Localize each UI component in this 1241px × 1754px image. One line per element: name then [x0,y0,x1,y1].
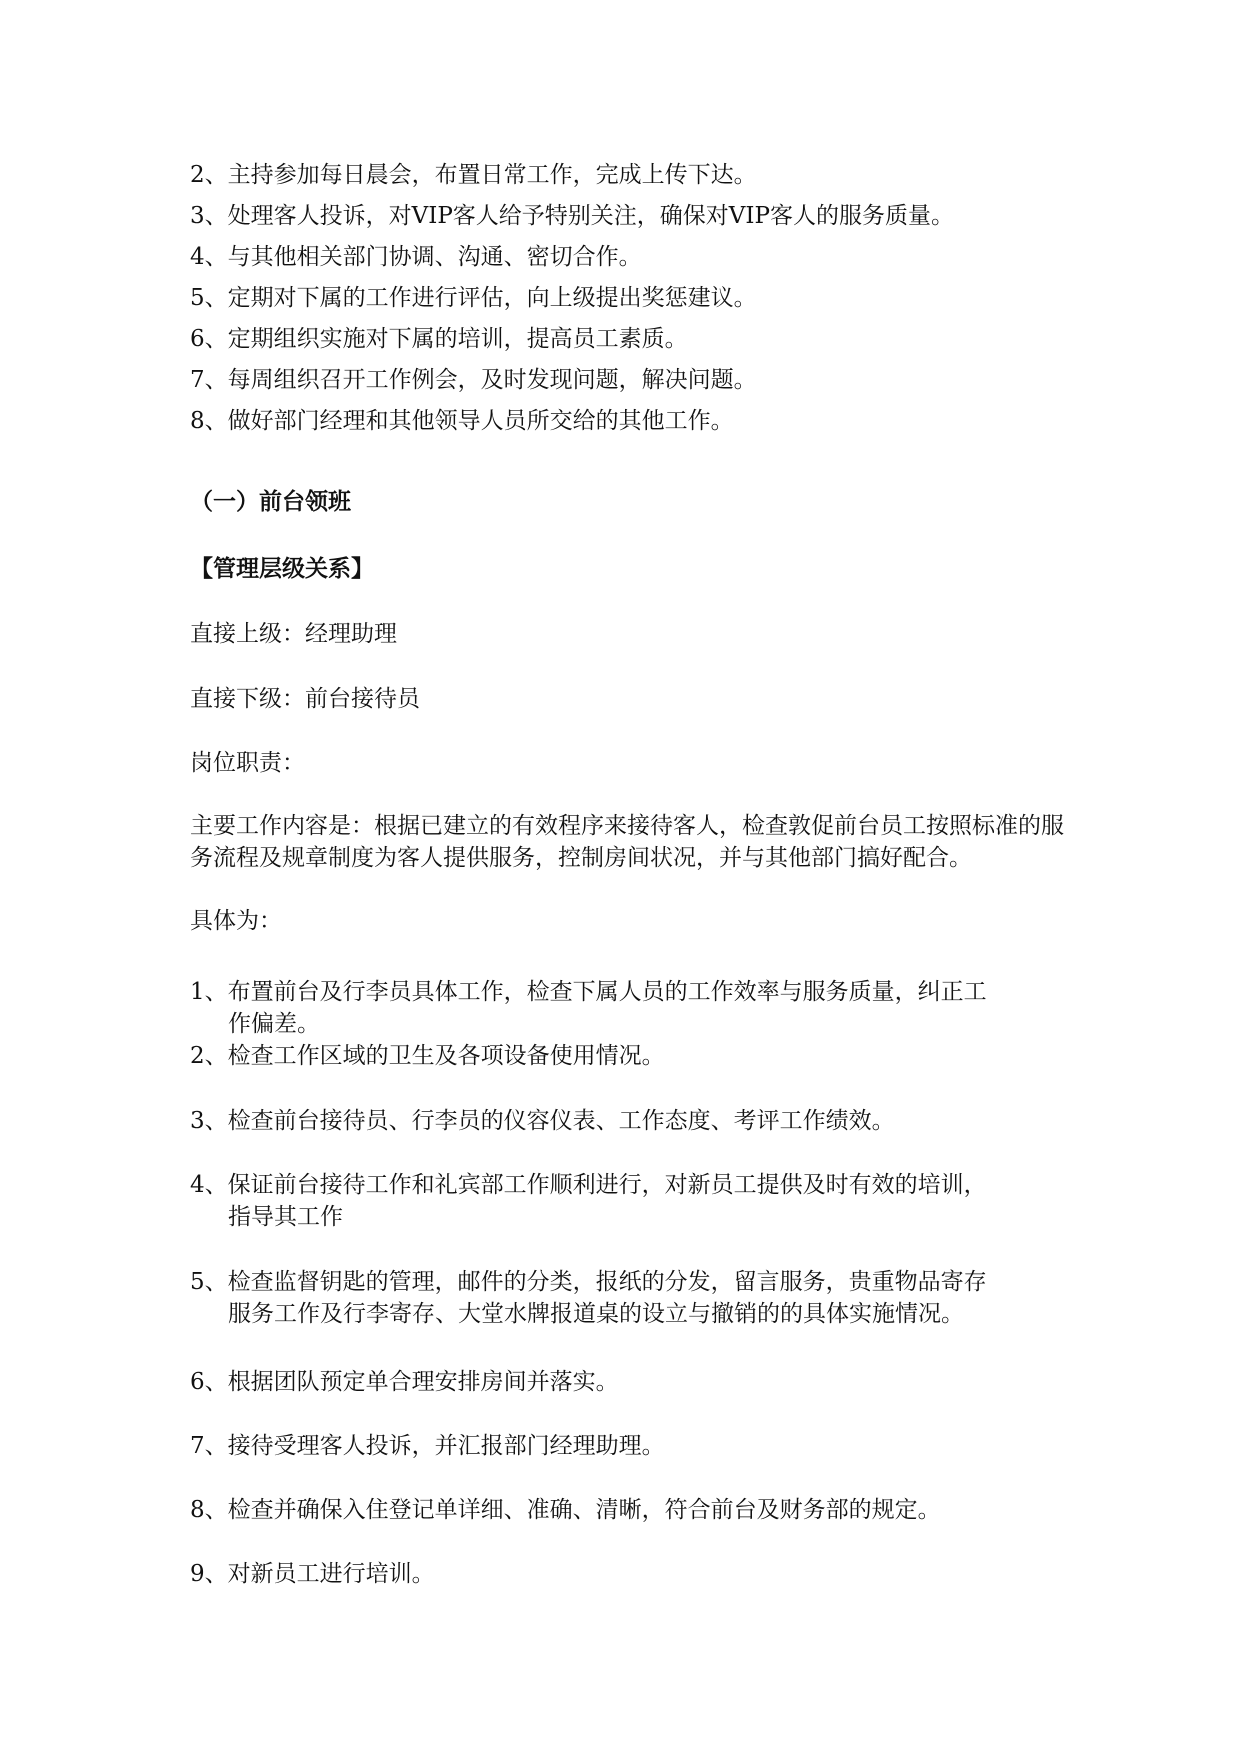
main-content-paragraph: 主要工作内容是：根据已建立的有效程序来接待客人，检查敦促前台员工按照标准的服务流程及规章制度为客人提供服务，控制房间状况，并与其他部门搞好配合。 [190,813,1064,871]
duty-item-8: 8、检查并确保入住登记单详细、准确、清晰，符合前台及财务部的规定。 [190,1497,941,1523]
list-item: 2、主持参加每日晨会，布置日常工作，完成上传下达。 [190,162,757,188]
list-item: 3、处理客人投诉，对VIP客人给予特别关注，确保对VIP客人的服务质量。 [190,203,954,229]
specific-label: 具体为： [190,908,282,934]
duty-item-3: 3、检查前台接待员、行李员的仪容仪表、工作态度、考评工作绩效。 [190,1108,895,1134]
duty-item-9: 9、对新员工进行培训。 [190,1561,435,1587]
duties-label: 岗位职责： [190,750,305,776]
duty-item-6: 6、根据团队预定单合理安排房间并落实。 [190,1369,619,1395]
list-item: 5、定期对下属的工作进行评估，向上级提出奖惩建议。 [190,285,757,311]
superior-line: 直接上级：经理助理 [190,621,397,647]
duty-item-5-line1: 5、检查监督钥匙的管理，邮件的分类，报纸的分发，留言服务，贵重物品寄存 [190,1269,987,1295]
list-item: 8、做好部门经理和其他领导人员所交给的其他工作。 [190,408,734,434]
section-title: （一）前台领班 [190,489,351,515]
duty-item-2: 2、检查工作区域的卫生及各项设备使用情况。 [190,1043,665,1069]
duty-item-1-line1: 1、布置前台及行李员具体工作，检查下属人员的工作效率与服务质量，纠正工 [190,979,987,1005]
duty-item-1 [190,976,1070,1040]
duty-item-4 [190,1169,1070,1233]
duty-item-4-line2: 指导其工作 [228,1204,343,1230]
list-item: 4、与其他相关部门协调、沟通、密切合作。 [190,244,642,270]
duty-item-1-line2: 作偏差。 [228,1011,320,1037]
subordinate-line: 直接下级：前台接待员 [190,686,420,712]
list-item: 6、定期组织实施对下属的培训，提高员工素质。 [190,326,688,352]
duty-item-4-line1: 4、保证前台接待工作和礼宾部工作顺利进行，对新员工提供及时有效的培训， [190,1172,987,1198]
relation-heading: 【管理层级关系】 [190,556,374,582]
duty-item-7: 7、接待受理客人投诉，并汇报部门经理助理。 [190,1433,665,1459]
list-item: 7、每周组织召开工作例会，及时发现问题，解决问题。 [190,367,757,393]
duty-item-5-line2: 服务工作及行李寄存、大堂水牌报道桌的设立与撤销的的具体实施情况。 [228,1301,964,1327]
duty-item-5 [190,1266,1070,1330]
